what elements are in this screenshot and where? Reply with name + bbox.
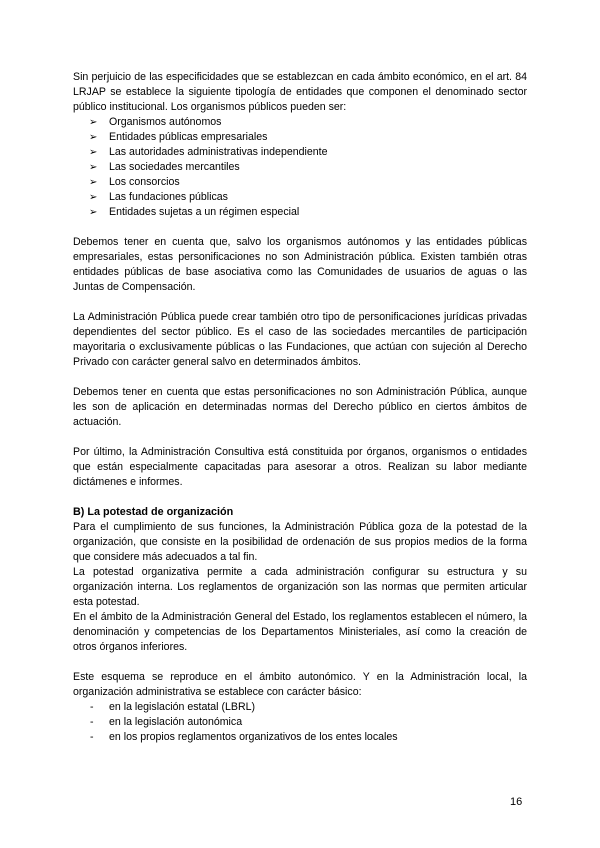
- arrow-bullet-icon: ➢: [89, 162, 98, 173]
- paragraph-potestad-organizativa: La potestad organizativa permite a cada administración configurar su estructura y su organización interna. Los reglamentos de organización son las normas que permiten articular esta potestad.: [73, 566, 527, 608]
- entity-type-list: [73, 115, 527, 220]
- page-number: 16: [510, 796, 523, 808]
- list-item: ➢ Las sociedades mercantiles: [89, 161, 240, 173]
- paragraph-personificaciones: Debemos tener en cuenta que, salvo los organismos autónomos y las entidades públicas empresariales, estas personificaciones no son Administración pública. Existen también otras entidades públicas de base asociativa como las Comunidades de usuarios de aguas o las Juntas de Compensación.: [73, 236, 527, 293]
- arrow-bullet-icon: ➢: [89, 132, 98, 143]
- paragraph-esquema: Este esquema se reproduce en el ámbito autonómico. Y en la Administración local, la organización administrativa se establece con carácter básico:: [73, 671, 527, 698]
- paragraph-tipologia: Sin perjuicio de las especificidades que se establezcan en cada ámbito económico, en el art. 84 LRJAP se establece la siguiente tipología de entidades que componen el denominado sector público institucional. Los organismos públicos pueden ser:: [73, 71, 527, 113]
- list-item: ➢ Las autoridades administrativas independiente: [89, 146, 328, 158]
- list-item: ➢ Entidades sujetas a un régimen especial: [89, 206, 300, 218]
- list-item: ➢ Los consorcios: [89, 176, 180, 188]
- paragraph-potestad: Para el cumplimiento de sus funciones, la Administración Pública goza de la potestad de la organización, que consiste en la posibilidad de ordenación de sus propios medios de la forma que considere más adecuados a tal fin.: [73, 521, 527, 563]
- dash-bullet: -: [90, 731, 94, 743]
- document-page: [73, 70, 527, 745]
- dash-bullet: -: [90, 716, 94, 728]
- arrow-bullet-icon: ➢: [89, 177, 98, 188]
- list-item: - en la legislación estatal (LBRL): [90, 701, 256, 713]
- arrow-bullet-icon: ➢: [89, 192, 98, 203]
- list-item: ➢ Organismos autónomos: [89, 116, 222, 128]
- arrow-bullet-icon: ➢: [89, 117, 98, 128]
- paragraph-administracion-consultiva: Por último, la Administración Consultiva está constituida por órganos, organismos o entidades que están especialmente capacitadas para asesorar a otros. Realizan su labor mediante dictámenes e informes.: [73, 446, 527, 488]
- list-item: ➢ Las fundaciones públicas: [89, 191, 228, 203]
- arrow-bullet-icon: ➢: [89, 207, 98, 218]
- paragraph-personificaciones-privadas: La Administración Pública puede crear también otro tipo de personificaciones jurídicas privadas dependientes del sector público. Es el caso de las sociedades mercantiles de participación mayoritaria o exclusivamente públicas o las Fundaciones, que actúan con sujeción al Derecho Privado con carácter general salvo en determinados ámbitos.: [73, 311, 527, 368]
- list-item: - en la legislación autonómica: [90, 716, 243, 728]
- arrow-bullet-icon: ➢: [89, 147, 98, 158]
- dash-bullet: -: [90, 701, 94, 713]
- list-item: - en los propios reglamentos organizativos de los entes locales: [90, 731, 398, 743]
- paragraph-age: En el ámbito de la Administración General del Estado, los reglamentos establecen el número, la denominación y competencias de los Departamentos Ministeriales, así como la creación de otros órganos inferiores.: [73, 611, 527, 653]
- paragraph-no-administracion: Debemos tener en cuenta que estas personificaciones no son Administración Pública, aunque les son de aplicación en determinadas normas del Derecho público en ciertos ámbitos de actuación.: [73, 386, 527, 428]
- list-item: ➢ Entidades públicas empresariales: [89, 131, 268, 143]
- section-heading: B) La potestad de organización: [73, 506, 234, 518]
- legislation-list: [73, 700, 527, 745]
